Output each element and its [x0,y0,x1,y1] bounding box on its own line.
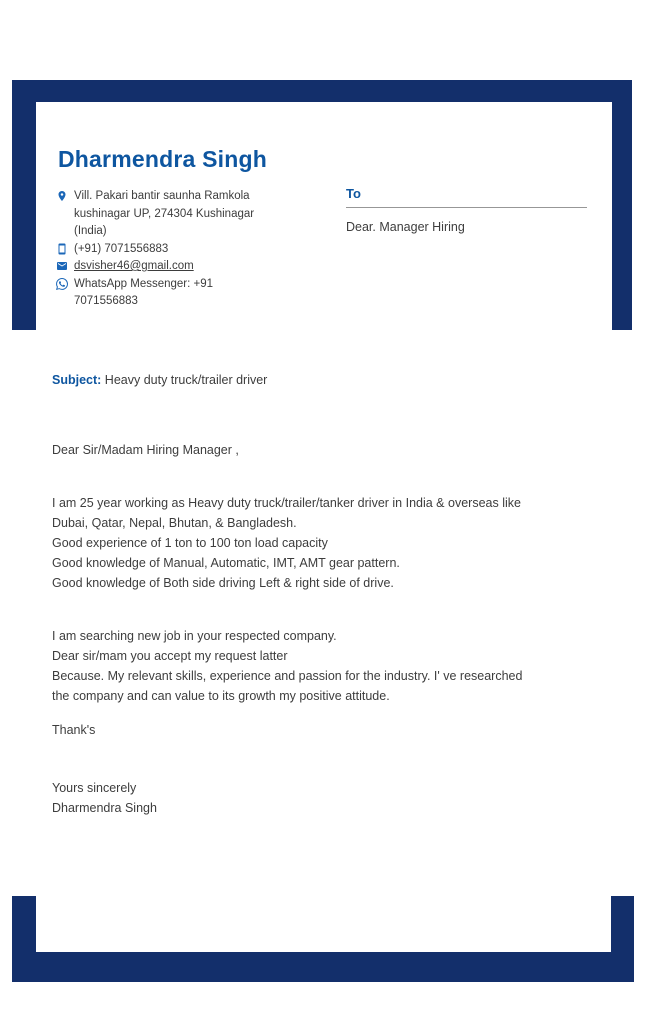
paragraph-experience [52,493,608,593]
body-line: Because. My relevant skills, experience and passion for the industry. I' ve researched [52,669,523,683]
subject-label: Subject: [52,373,102,387]
body-line: Good knowledge of Both side driving Left & right side of drive. [52,576,394,590]
contact-block [56,188,336,311]
subject-line [52,373,267,387]
mobile-phone-icon [56,241,74,255]
thanks-text: Thank's [52,723,96,737]
closing-text: Yours sincerely [52,781,137,795]
body-line: Dubai, Qatar, Nepal, Bhutan, & Bangladesh. [52,516,297,530]
body-line: Good knowledge of Manual, Automatic, IMT, AMT gear pattern. [52,556,400,570]
letter-body [52,440,608,818]
to-label: To [346,186,361,201]
address-line: kushinagar UP, 274304 Kushinagar [74,207,255,220]
whatsapp-text [74,276,336,311]
email-row [56,258,336,276]
address-line: Vill. Pakari bantir saunha Ramkola [74,190,250,202]
whatsapp-line: WhatsApp Messenger: +91 [74,277,214,290]
salutation: Dear Sir/Madam Hiring Manager , [52,443,239,457]
whatsapp-icon [56,276,74,290]
paragraph-request [52,626,608,706]
signature-name: Dharmendra Singh [52,801,157,815]
phone-row [56,241,336,259]
body-line: Good experience of 1 ton to 100 ton load capacity [52,536,328,550]
body-line: I am 25 year working as Heavy duty truck/trailer/tanker driver in India & overseas like [52,496,521,510]
body-line: Dear sir/mam you accept my request latter [52,649,288,663]
email-link[interactable]: dsvisher46@gmail.com [74,260,194,272]
phone-number: (+91) 7071556883 [74,242,169,255]
address-text [74,188,336,241]
body-line: the company and can value to its growth my positive attitude. [52,689,390,703]
address-row [56,188,336,241]
envelope-icon [56,258,74,272]
whatsapp-line: 7071556883 [74,295,138,307]
whatsapp-row [56,276,336,311]
recipient-greeting: Dear. Manager Hiring [346,220,465,234]
address-line: (India) [74,225,107,237]
recipient-block [346,186,587,234]
to-underline [346,207,587,208]
location-pin-icon [56,188,74,202]
body-line: I am searching new job in your respected company. [52,629,337,643]
name-heading: Dharmendra Singh [58,146,267,172]
page-border-bottom [12,896,634,982]
subject-text: Heavy duty truck/trailer driver [104,373,268,387]
